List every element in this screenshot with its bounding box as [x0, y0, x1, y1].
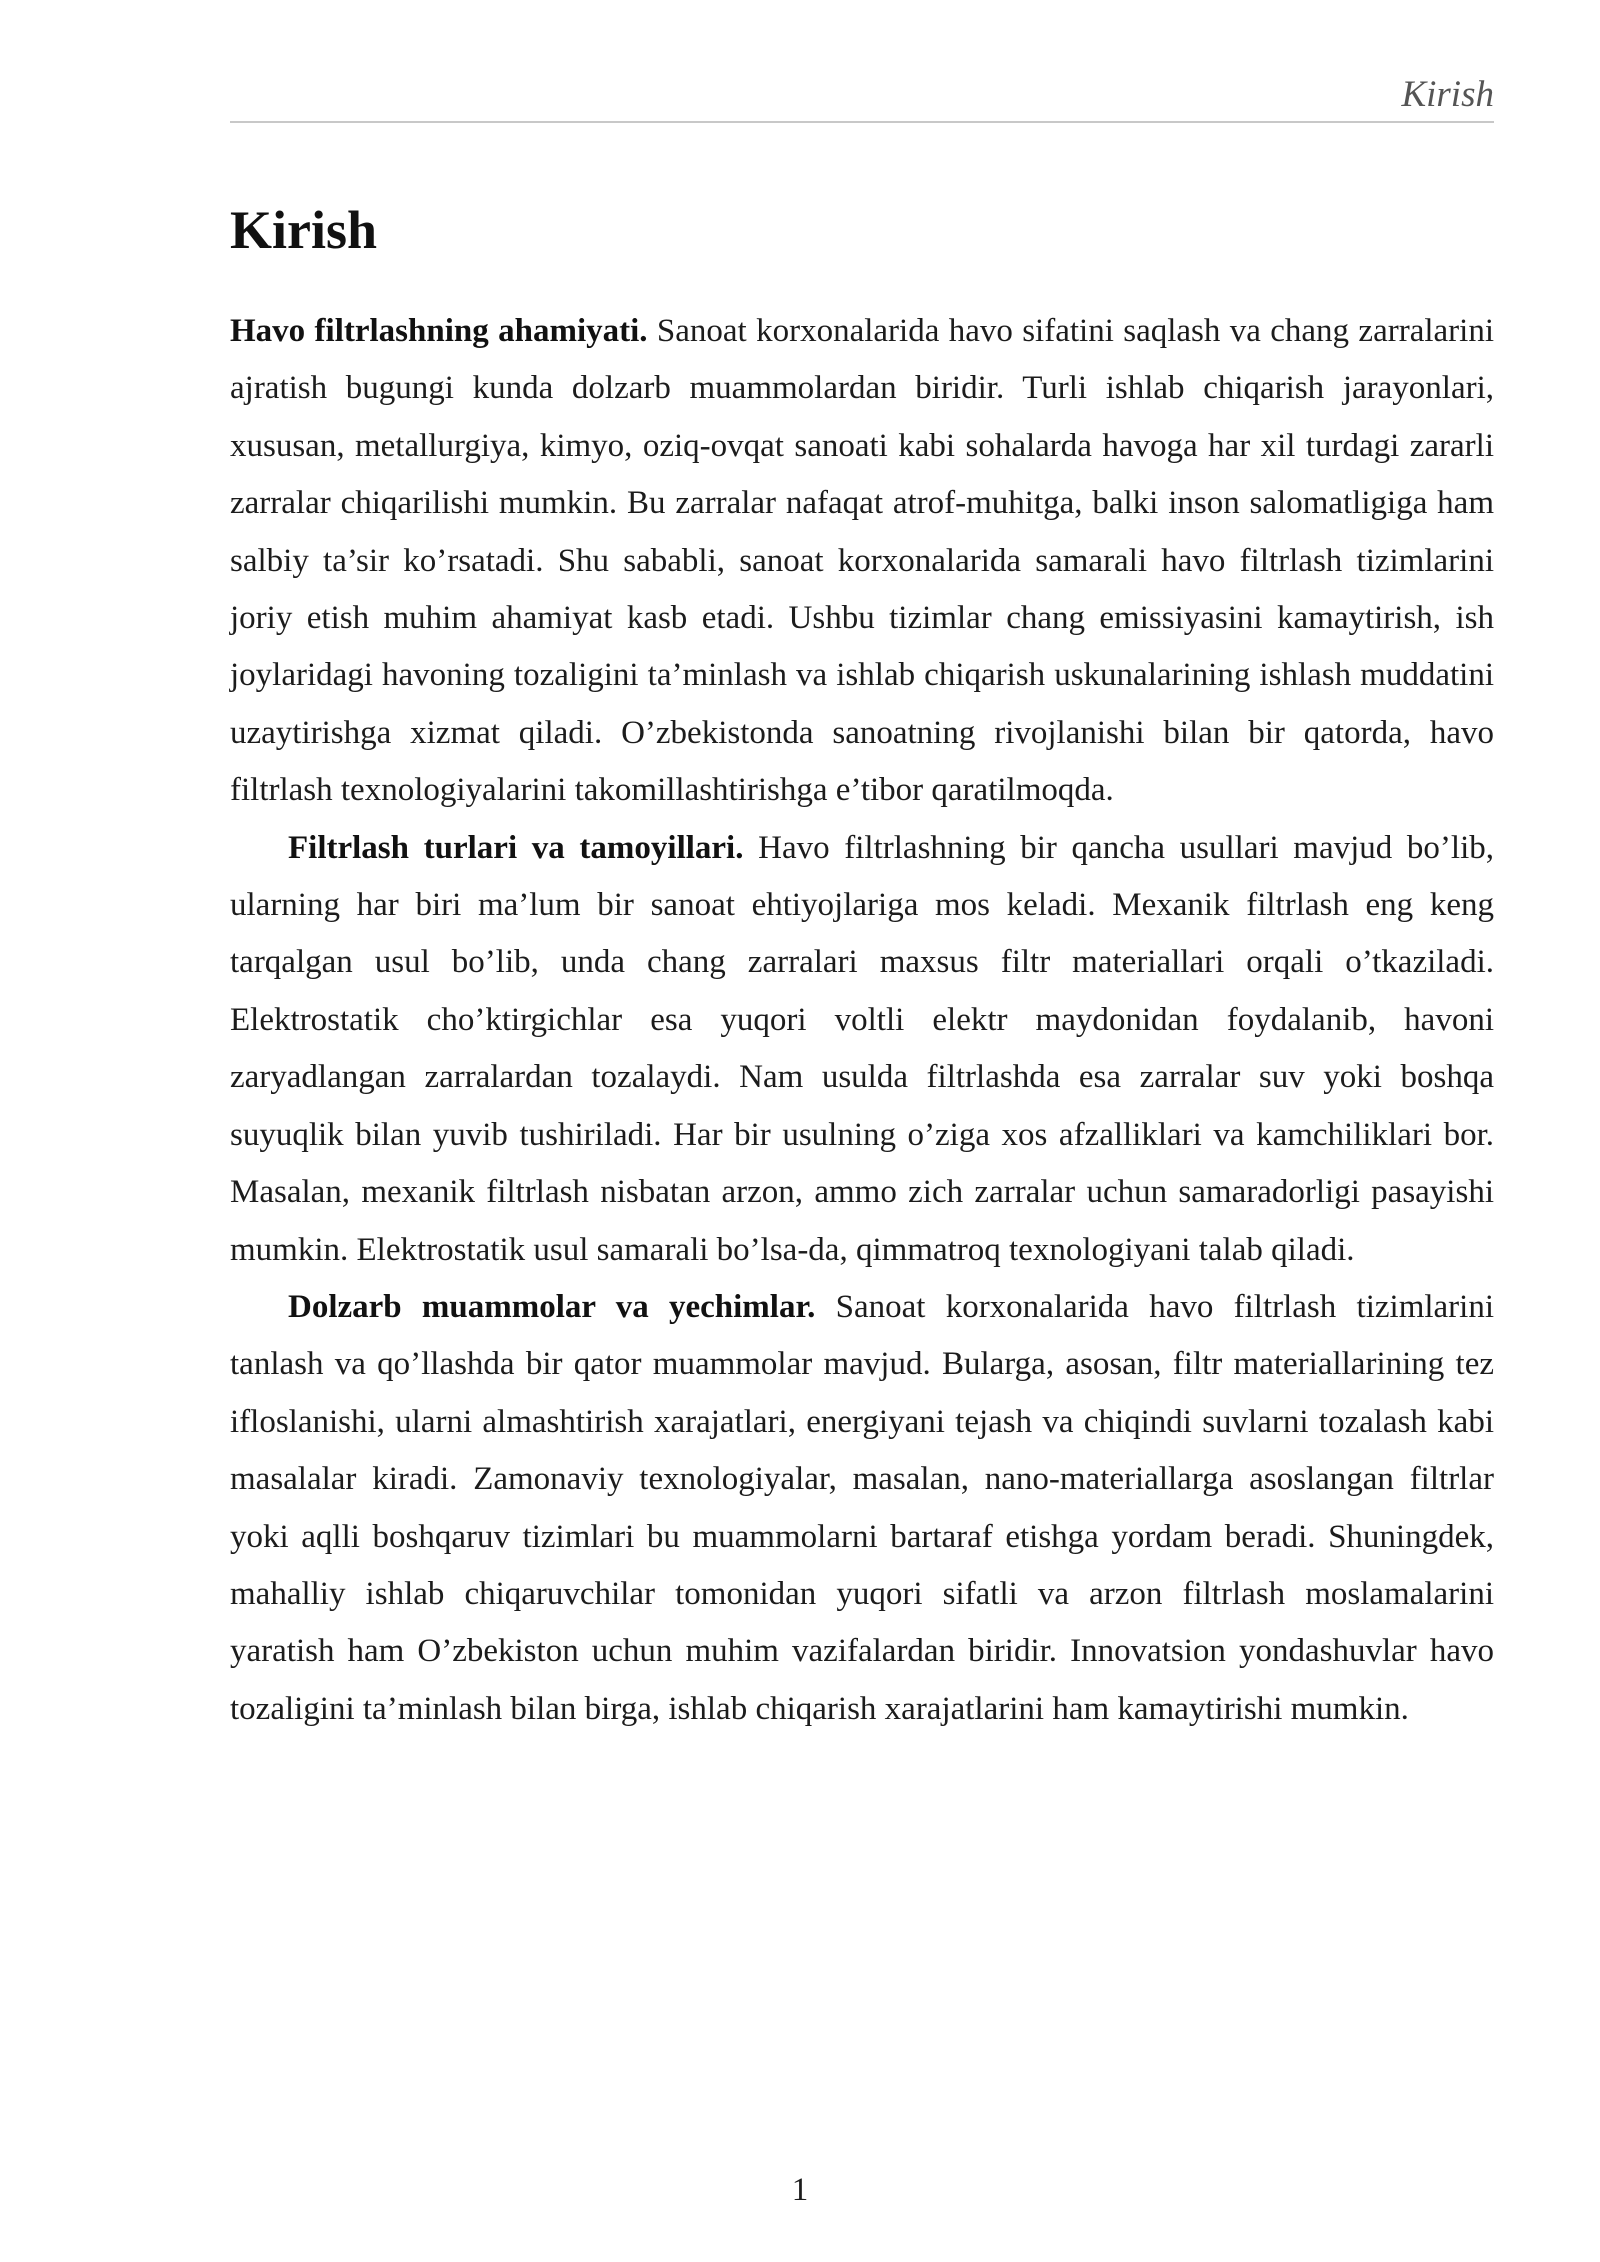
paragraph-lead: Havo filtrlashning ahamiyati. — [230, 313, 648, 349]
paragraph-text: Havo filtrlashning bir qancha usullari mavjud bo’lib, ularning har biri ma’lum bir sanoat ehtiyojlariga mos keladi. Mexanik filtrlash eng keng tarqalgan usul bo’lib, unda chang zarralari maxsus filtr materiallari orqali o’tkaziladi. Elektrostatik cho’ktirgichlar esa yuqori voltli elektr maydonidan foydalanib, havoni zaryadlangan zarralardan tozalaydi. Nam usulda filtrlashda esa zarralar suv yoki boshqa suyuqlik bilan yuvib tushiriladi. Har bir usulning o’ziga xos afzalliklari va kamchiliklari bor. Masalan, mexanik filtrlash nisbatan arzon, ammo zich zarralar uchun samaradorligi pasayishi mumkin. Elektrostatik usul samarali bo’lsa-da, qimmatroq texnologiyani talab qiladi. — [230, 829, 1494, 1268]
paragraph-text: Sanoat korxonalarida havo sifatini saqlash va chang zarralarini ajratish bugungi kunda dolzarb muammolardan biridir. Turli ishlab chiqarish jarayonlari, xususan, metallurgiya, kimyo, oziq-ovqat sanoati kabi sohalarda havoga har xil turdagi zararli zarralar chiqarilishi mumkin. Bu zarralar nafaqat atrof-muhitga, balki inson salomatligiga ham salbiy ta’sir ko’rsatadi. Shu sababli, sanoat korxonalarida samarali havo filtrlash tizimlarini joriy etish muhim ahamiyat kasb etadi. Ushbu tizimlar chang emissiyasini kamaytirish, ish joylaridagi havoning tozaligini ta’minlash va ishlab chiqarish uskunalarining ishlash muddatini uzaytirishga xizmat qiladi. O’zbekistonda sanoatning rivojlanishi bilan bir qatorda, havo filtrlash texnologiyalarini takomillashtirishga e’tibor qaratilmoqda. — [230, 313, 1494, 809]
running-header: Kirish — [1401, 74, 1494, 115]
paragraph-problems-solutions — [230, 1279, 1494, 1738]
header-rule — [230, 121, 1494, 123]
body-text — [230, 303, 1494, 1738]
page-number: 1 — [791, 2172, 809, 2208]
paragraph-lead: Filtrlash turlari va tamoyillari. — [288, 829, 744, 866]
chapter-title: Kirish — [230, 200, 378, 260]
paragraph-lead: Dolzarb muammolar va yechimlar. — [288, 1288, 816, 1325]
paragraph-filtration-types — [230, 820, 1494, 1279]
paragraph-text: Sanoat korxonalarida havo filtrlash tizimlarini tanlash va qo’llashda bir qator muammolar mavjud. Bularga, asosan, filtr materiallarining tez ifloslanishi, ularni almashtirish xarajatlari, energiyani tejash va chiqindi suvlarni tozalash kabi masalalar kiradi. Zamonaviy texnologiyalar, masalan, nano-materiallarga asoslangan filtrlar yoki aqlli boshqaruv tizimlari bu muammolarni bartaraf etishga yordam beradi. Shuningdek, mahalliy ishlab chiqaruvchilar tomonidan yuqori sifatli va arzon filtrlash moslamalarini yaratish ham O’zbekiston uchun muhim vazifalardan biridir. Innovatsion yondashuvlar havo tozaligini ta’minlash bilan birga, ishlab chiqarish xarajatlarini ham kamaytirishi mumkin. — [230, 1288, 1495, 1727]
paragraph-importance — [230, 303, 1494, 820]
